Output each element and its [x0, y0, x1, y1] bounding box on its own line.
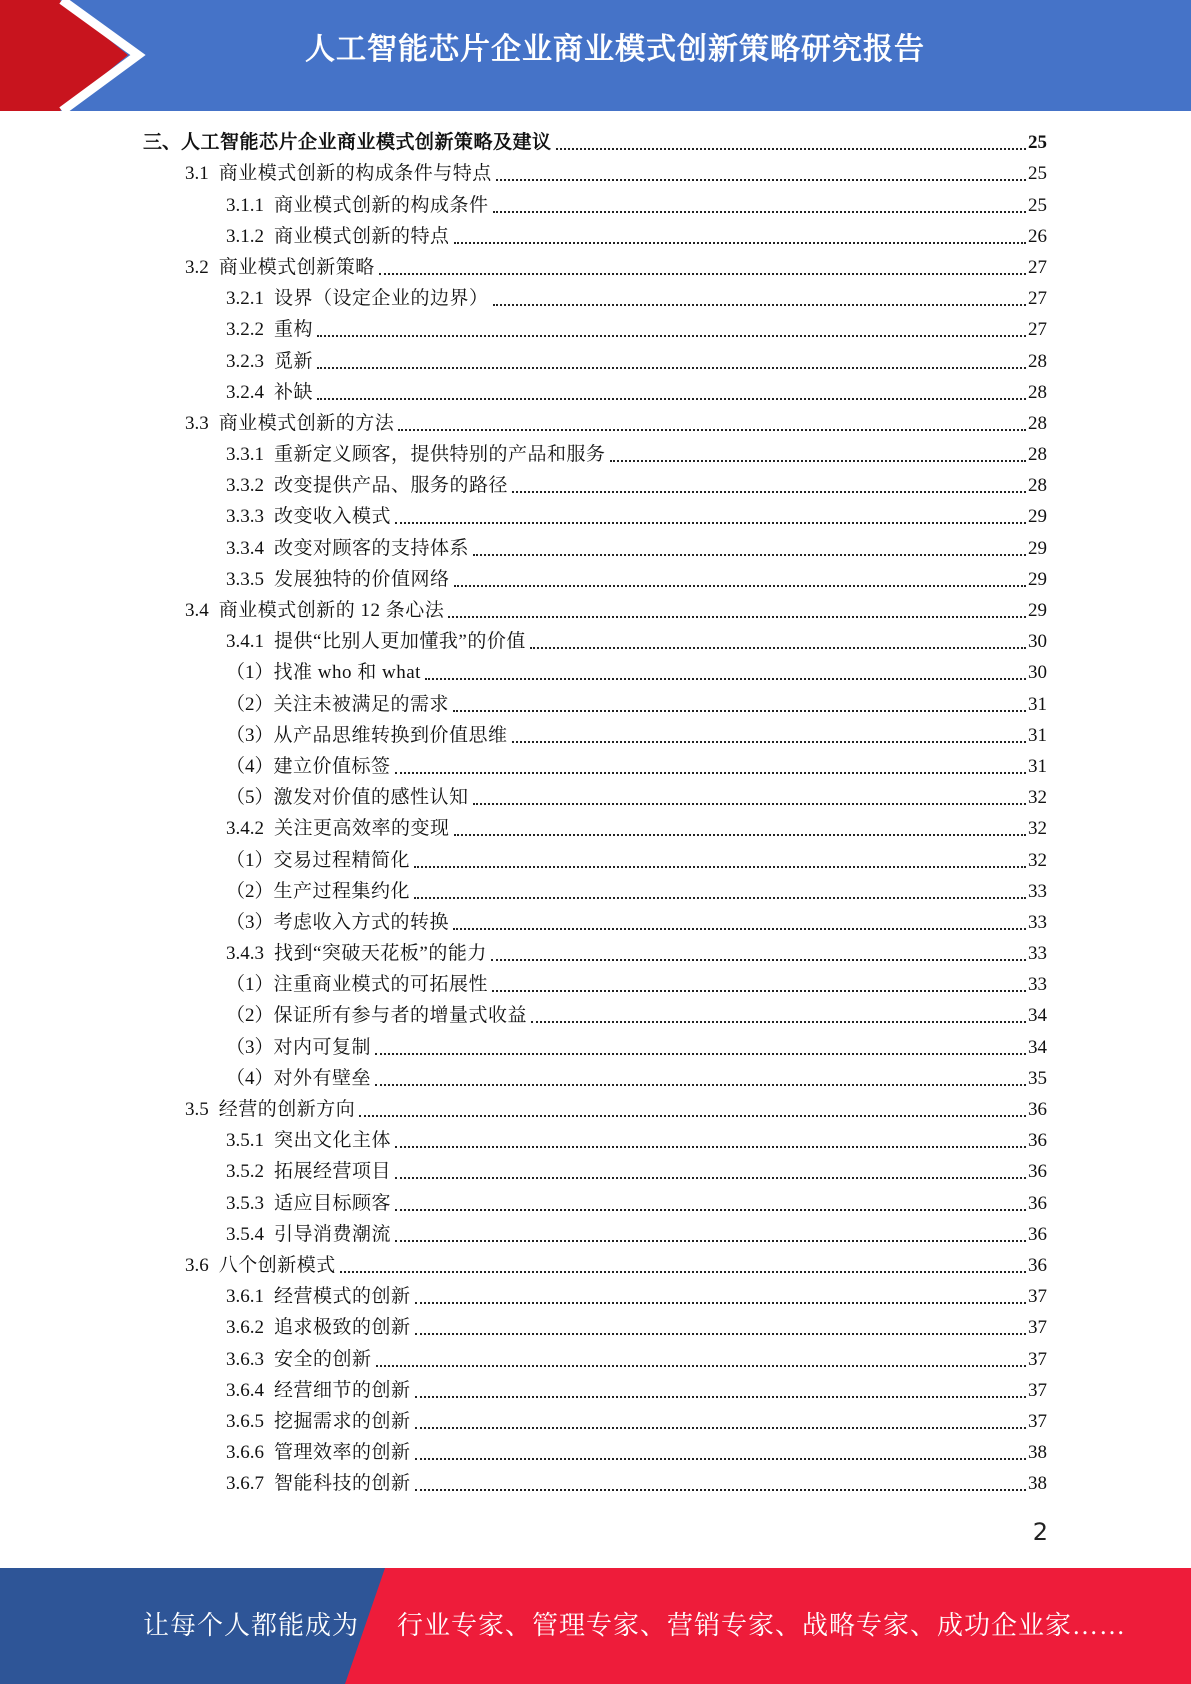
- toc-entry-number: 3.5.4: [226, 1223, 264, 1245]
- toc-dot-leader: [491, 959, 1026, 961]
- toc-entry[interactable]: [0, 1219, 1191, 1250]
- toc-entry-number: 3.2.2: [226, 319, 264, 341]
- toc-entry-page: 26: [1028, 225, 1047, 247]
- toc-entry-number: （2）: [226, 1005, 274, 1027]
- toc-entry-title: 重新定义顾客，提供特别的产品和服务: [274, 444, 606, 466]
- toc-entry[interactable]: [0, 1094, 1191, 1125]
- toc-entry-page: 32: [1028, 849, 1047, 871]
- toc-entry[interactable]: [0, 844, 1191, 875]
- toc-entry-number: 3.4.3: [226, 943, 264, 965]
- toc-entry[interactable]: [0, 1156, 1191, 1187]
- toc-entry[interactable]: [0, 720, 1191, 751]
- toc-entry-number: 3.3.3: [226, 506, 264, 528]
- toc-dot-leader: [395, 1240, 1026, 1242]
- toc-entry-page: 27: [1028, 319, 1047, 341]
- toc-entry-title: 对内可复制: [273, 1036, 372, 1058]
- toc-entry-number: （1）: [226, 849, 274, 871]
- toc-entry-title: 觅新: [274, 350, 314, 372]
- toc-entry-number: 3.2: [185, 256, 209, 278]
- toc-entry-title: 经营的创新方向: [218, 1099, 356, 1120]
- toc-entry[interactable]: [0, 1281, 1191, 1312]
- toc-entry-number: 3.6.7: [226, 1473, 264, 1495]
- toc-entry-number: （2）: [226, 880, 274, 902]
- toc-entry-page: 29: [1028, 537, 1047, 559]
- toc-entry-title: 改变对顾客的支持体系: [274, 537, 470, 559]
- header-banner: [0, 0, 1191, 111]
- toc-dot-leader: [375, 1084, 1026, 1086]
- toc-entry[interactable]: [0, 1250, 1191, 1281]
- toc-entry-number: （1）: [226, 662, 274, 684]
- toc-entry-page: 36: [1028, 1161, 1047, 1183]
- toc-entry-page: 33: [1028, 911, 1047, 933]
- toc-dot-leader: [376, 1365, 1026, 1367]
- toc-entry[interactable]: [0, 470, 1191, 501]
- toc-entry[interactable]: [0, 969, 1191, 1000]
- toc-entry[interactable]: [0, 688, 1191, 719]
- toc-dot-leader: [454, 242, 1026, 244]
- toc-entry[interactable]: [0, 907, 1191, 938]
- toc-dot-leader: [415, 1396, 1026, 1398]
- toc-entry-title: 商业模式创新的特点: [274, 225, 450, 247]
- toc-entry-page: 31: [1028, 724, 1047, 746]
- toc-entry-number: 3.3.4: [226, 537, 264, 559]
- toc-entry-page: 28: [1028, 412, 1047, 434]
- toc-entry-title: 关注更高效率的变现: [274, 818, 450, 840]
- toc-entry[interactable]: [0, 532, 1191, 563]
- toc-entry-title: 商业模式创新策略: [218, 256, 375, 278]
- toc-entry-title: 建立价值标签: [273, 755, 391, 777]
- toc-entry[interactable]: [0, 1375, 1191, 1406]
- toc-entry-page: 25: [1028, 194, 1047, 216]
- toc-entry-title: 拓展经营项目: [274, 1161, 392, 1183]
- toc-entry-number: 3.1.1: [226, 194, 264, 216]
- toc-entry-number: 3.6.3: [226, 1348, 264, 1370]
- toc-entry-page: 37: [1028, 1348, 1047, 1370]
- toc-entry-title: 八个创新模式: [218, 1254, 336, 1276]
- toc-dot-leader: [512, 491, 1026, 493]
- toc-entry-title: 商业模式创新的方法: [218, 412, 395, 434]
- toc-entry-title: 商业模式创新的构成条件与特点: [218, 163, 492, 185]
- toc-dot-leader: [531, 1021, 1026, 1023]
- toc-dot-leader: [379, 273, 1026, 275]
- toc-entry-number: 3.5.2: [226, 1161, 264, 1183]
- toc-entry-title: 激发对价值的感性认知: [273, 787, 469, 809]
- toc-entry[interactable]: [0, 657, 1191, 688]
- toc-entry-number: （5）: [226, 787, 274, 809]
- toc-entry-page: 36: [1028, 1130, 1047, 1152]
- toc-entry[interactable]: [0, 595, 1191, 626]
- toc-dot-leader: [492, 990, 1026, 992]
- toc-entry-page: 32: [1028, 787, 1047, 809]
- footer-banner: [0, 1568, 1191, 1684]
- toc-dot-leader: [454, 834, 1026, 836]
- toc-entry-number: （4）: [226, 1067, 274, 1089]
- toc-entry[interactable]: [0, 408, 1191, 439]
- toc-entry-page: 33: [1028, 974, 1047, 996]
- toc-entry[interactable]: [0, 813, 1191, 844]
- toc-entry-page: 28: [1028, 475, 1047, 497]
- toc-entry[interactable]: [0, 1187, 1191, 1218]
- toc-dot-leader: [448, 616, 1026, 618]
- toc-dot-leader: [415, 1333, 1026, 1335]
- toc-entry[interactable]: [0, 314, 1191, 345]
- toc-entry[interactable]: [0, 1406, 1191, 1437]
- footer-slogan-left: 让每个人都能成为: [143, 1611, 360, 1640]
- toc-entry-title: 对外有壁垒: [273, 1067, 372, 1089]
- toc-dot-leader: [556, 148, 1026, 150]
- toc-entry[interactable]: [0, 938, 1191, 969]
- toc-dot-leader: [415, 1458, 1026, 1460]
- toc-entry-title: 挖掘需求的创新: [274, 1410, 411, 1432]
- toc-entry-number: 3.1.2: [226, 225, 264, 247]
- toc-entry-title: 关注未被满足的需求: [273, 693, 450, 715]
- toc-entry-page: 28: [1028, 350, 1047, 372]
- toc-entry-number: 3.3: [185, 412, 209, 434]
- toc-entry[interactable]: [0, 1063, 1191, 1094]
- toc-entry-number: 3.4: [185, 600, 209, 621]
- toc-entry-number: 3.4.2: [226, 818, 264, 840]
- toc-dot-leader: [493, 304, 1026, 306]
- toc-entry[interactable]: [0, 189, 1191, 220]
- toc-dot-leader: [415, 1489, 1026, 1491]
- toc-dot-leader: [375, 1053, 1026, 1055]
- toc-entry-title: 考虑收入方式的转换: [273, 911, 450, 933]
- toc-dot-leader: [395, 1209, 1026, 1211]
- toc-dot-leader: [398, 429, 1026, 431]
- toc-entry-page: 36: [1028, 1099, 1047, 1120]
- toc-dot-leader: [473, 554, 1026, 556]
- toc-entry-title: 追求极致的创新: [274, 1317, 411, 1339]
- toc-entry-title: 保证所有参与者的增量式收益: [273, 1005, 528, 1027]
- toc-entry-number: 3.6: [185, 1254, 209, 1276]
- toc-entry-title: 找准 who 和 what: [273, 662, 421, 684]
- toc-entry-page: 31: [1028, 693, 1047, 715]
- table-of-contents: [0, 127, 1191, 1499]
- toc-dot-leader: [493, 211, 1026, 213]
- toc-dot-leader: [317, 398, 1026, 400]
- toc-entry[interactable]: [0, 501, 1191, 532]
- toc-entry-title: 找到“突破天花板”的能力: [274, 943, 487, 965]
- toc-entry-page: 27: [1028, 288, 1047, 310]
- toc-entry-title: 改变收入模式: [274, 506, 392, 528]
- toc-dot-leader: [395, 772, 1026, 774]
- toc-entry-page: 29: [1028, 600, 1047, 621]
- toc-entry[interactable]: [0, 751, 1191, 782]
- toc-entry-number: 3.3.1: [226, 444, 264, 466]
- toc-entry-page: 30: [1028, 662, 1047, 684]
- toc-entry[interactable]: [0, 127, 1191, 158]
- toc-entry-page: 28: [1028, 444, 1047, 466]
- toc-entry-page: 31: [1028, 755, 1047, 777]
- toc-entry-number: 3.5.1: [226, 1130, 264, 1152]
- toc-entry-page: 38: [1028, 1442, 1047, 1464]
- toc-entry-number: 3.2.1: [226, 288, 264, 310]
- toc-entry-page: 34: [1028, 1036, 1047, 1058]
- toc-entry-number: 3.6.5: [226, 1410, 264, 1432]
- toc-dot-leader: [414, 897, 1026, 899]
- toc-entry-title: 管理效率的创新: [274, 1442, 411, 1464]
- toc-entry-page: 37: [1028, 1410, 1047, 1432]
- toc-entry-number: 3.2.4: [226, 381, 264, 403]
- toc-entry-number: 3.1: [185, 163, 209, 185]
- toc-entry-page: 30: [1028, 631, 1047, 653]
- toc-entry[interactable]: [0, 1000, 1191, 1031]
- toc-dot-leader: [453, 710, 1026, 712]
- toc-dot-leader: [454, 585, 1026, 587]
- toc-entry-number: （4）: [226, 755, 274, 777]
- toc-entry-number: （3）: [226, 911, 274, 933]
- toc-entry-number: 3.5.3: [226, 1192, 264, 1214]
- toc-dot-leader: [414, 866, 1026, 868]
- toc-entry[interactable]: [0, 782, 1191, 813]
- toc-entry-page: 36: [1028, 1254, 1047, 1276]
- toc-entry-title: 人工智能芯片企业商业模式创新策略及建议: [181, 132, 552, 154]
- toc-entry-title: 安全的创新: [274, 1348, 372, 1370]
- toc-entry[interactable]: [0, 876, 1191, 907]
- toc-entry-page: 36: [1028, 1223, 1047, 1245]
- toc-dot-leader: [395, 1177, 1026, 1179]
- toc-entry[interactable]: [0, 564, 1191, 595]
- toc-dot-leader: [317, 335, 1026, 337]
- toc-entry-number: 三、: [143, 132, 182, 154]
- toc-entry[interactable]: [0, 1125, 1191, 1156]
- toc-entry-number: 3.3.5: [226, 568, 264, 590]
- toc-entry[interactable]: [0, 252, 1191, 283]
- toc-entry-page: 37: [1028, 1317, 1047, 1339]
- toc-entry-page: 33: [1028, 880, 1047, 902]
- toc-entry-title: 交易过程精简化: [273, 849, 411, 871]
- toc-entry-number: 3.4.1: [226, 631, 264, 653]
- toc-entry-title: 商业模式创新的 12 条心法: [218, 600, 445, 621]
- toc-entry-title: 经营模式的创新: [274, 1286, 411, 1308]
- toc-dot-leader: [415, 1302, 1026, 1304]
- toc-entry-title: 引导消费潮流: [274, 1223, 392, 1245]
- toc-entry-number: 3.6.6: [226, 1442, 264, 1464]
- toc-entry-page: 29: [1028, 568, 1047, 590]
- toc-entry-title: 适应目标顾客: [274, 1192, 392, 1214]
- toc-dot-leader: [530, 647, 1026, 649]
- toc-entry[interactable]: [0, 1343, 1191, 1374]
- toc-dot-leader: [473, 803, 1026, 805]
- toc-entry-number: （1）: [226, 974, 274, 996]
- toc-entry-title: 提供“比别人更加懂我”的价值: [274, 631, 526, 653]
- toc-dot-leader: [395, 1146, 1026, 1148]
- toc-entry[interactable]: [0, 345, 1191, 376]
- toc-entry-title: 设界（设定企业的边界）: [274, 288, 489, 310]
- toc-entry-page: 37: [1028, 1379, 1047, 1401]
- toc-dot-leader: [453, 928, 1026, 930]
- toc-entry[interactable]: [0, 221, 1191, 252]
- toc-dot-leader: [317, 367, 1026, 369]
- toc-entry-number: （3）: [226, 1036, 274, 1058]
- toc-entry[interactable]: [0, 1437, 1191, 1468]
- toc-entry[interactable]: [0, 1031, 1191, 1062]
- toc-entry-page: 36: [1028, 1192, 1047, 1214]
- toc-entry-title: 经营细节的创新: [274, 1379, 411, 1401]
- toc-entry-title: 智能科技的创新: [274, 1473, 411, 1495]
- toc-entry-title: 从产品思维转换到价值思维: [273, 724, 508, 746]
- toc-entry[interactable]: [0, 377, 1191, 408]
- toc-entry-number: （3）: [226, 724, 274, 746]
- toc-entry[interactable]: [0, 283, 1191, 314]
- toc-entry-number: （2）: [226, 693, 274, 715]
- toc-dot-leader: [512, 741, 1026, 743]
- toc-entry-number: 3.6.4: [226, 1379, 264, 1401]
- toc-entry-title: 注重商业模式的可拓展性: [273, 974, 489, 996]
- toc-entry-number: 3.3.2: [226, 475, 264, 497]
- footer-slogan-right: 行业专家、管理专家、营销专家、战略专家、成功企业家……: [397, 1611, 1127, 1640]
- toc-dot-leader: [496, 179, 1026, 181]
- toc-entry-title: 改变提供产品、服务的路径: [274, 475, 509, 497]
- report-title: 人工智能芯片企业商业模式创新策略研究报告: [305, 32, 925, 67]
- toc-dot-leader: [415, 1427, 1026, 1429]
- toc-entry-title: 发展独特的价值网络: [274, 568, 450, 590]
- toc-entry-number: 3.2.3: [226, 350, 264, 372]
- toc-dot-leader: [340, 1271, 1026, 1273]
- toc-entry-number: 3.6.1: [226, 1286, 264, 1308]
- toc-entry-page: 38: [1028, 1473, 1047, 1495]
- toc-entry[interactable]: [0, 626, 1191, 657]
- toc-entry-page: 35: [1028, 1067, 1047, 1089]
- toc-entry-title: 商业模式创新的构成条件: [274, 194, 489, 216]
- page-number: 2: [1032, 1518, 1048, 1546]
- toc-dot-leader: [610, 460, 1026, 462]
- toc-entry-page: 34: [1028, 1005, 1047, 1027]
- toc-entry-title: 补缺: [274, 381, 314, 403]
- toc-entry[interactable]: [0, 1312, 1191, 1343]
- toc-entry-number: 3.6.2: [226, 1317, 264, 1339]
- toc-entry-page: 37: [1028, 1286, 1047, 1308]
- toc-entry-title: 突出文化主体: [274, 1130, 392, 1152]
- toc-dot-leader: [395, 522, 1026, 524]
- toc-entry-page: 29: [1028, 506, 1047, 528]
- toc-entry-title: 重构: [274, 319, 314, 341]
- toc-entry-title: 生产过程集约化: [273, 880, 411, 902]
- toc-entry-page: 32: [1028, 818, 1047, 840]
- toc-dot-leader: [359, 1115, 1026, 1117]
- toc-entry-page: 25: [1028, 132, 1047, 154]
- toc-entry-page: 27: [1028, 256, 1047, 278]
- toc-entry[interactable]: [0, 158, 1191, 189]
- toc-entry-number: 3.5: [185, 1099, 209, 1120]
- toc-entry-page: 33: [1028, 943, 1047, 965]
- toc-entry[interactable]: [0, 439, 1191, 470]
- toc-dot-leader: [425, 678, 1026, 680]
- toc-entry[interactable]: [0, 1468, 1191, 1499]
- toc-entry-page: 28: [1028, 381, 1047, 403]
- toc-entry-page: 25: [1028, 163, 1047, 185]
